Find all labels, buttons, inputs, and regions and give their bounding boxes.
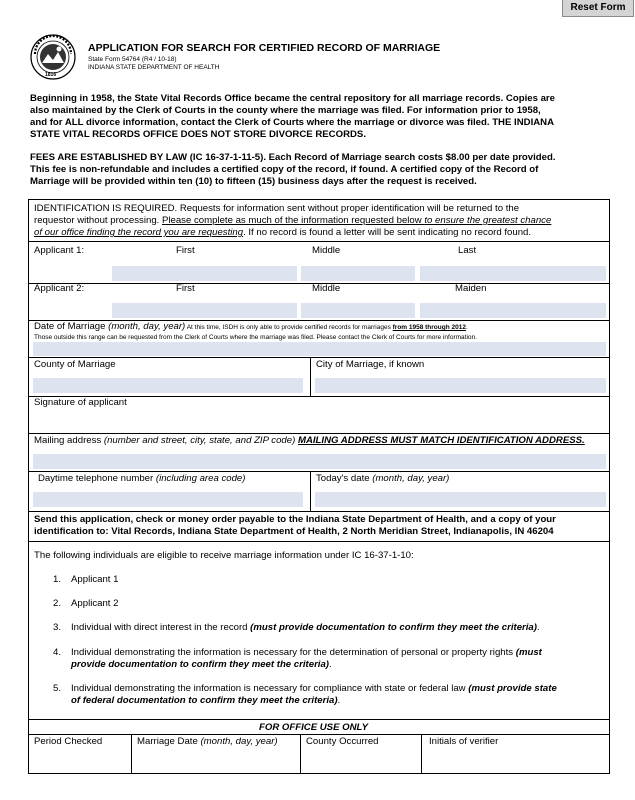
marriage-date-input[interactable] bbox=[33, 342, 606, 356]
mailing-label: Mailing address bbox=[34, 435, 102, 446]
eligibility-item bbox=[71, 622, 540, 634]
applicant2-middle-label: Middle bbox=[312, 283, 341, 294]
signature-label: Signature of applicant bbox=[34, 397, 127, 408]
office-use-title: FOR OFFICE USE ONLY bbox=[259, 722, 369, 733]
id-notice-emphasis: to ensure the greatest chance bbox=[424, 215, 552, 226]
marriage-date-note: At this time, ISDH is only able to provide certified records for marriages bbox=[185, 324, 393, 331]
eligibility-tail: . bbox=[329, 659, 332, 670]
applicant1-middle-label: Middle bbox=[312, 245, 341, 256]
city-label: City of Marriage, if known bbox=[316, 359, 425, 370]
office-marriage-date-label: Marriage Date bbox=[137, 736, 198, 747]
intro-paragraph bbox=[30, 93, 605, 141]
eligibility-item bbox=[71, 647, 542, 659]
eligibility-emphasis: provide documentation to confirm they meet the criteria) bbox=[71, 659, 330, 670]
eligibility-intro: The following individuals are eligible to receive marriage information under IC 16-37-1-10: bbox=[34, 550, 414, 561]
applicant1-first-label: First bbox=[176, 245, 195, 256]
county-occurred-label: County Occurred bbox=[306, 736, 379, 747]
mailing-hint: (number and street, city, state, and ZIP code) bbox=[101, 435, 298, 446]
applicant2-middle-input[interactable] bbox=[301, 303, 415, 318]
eligibility-emphasis: (must provide state bbox=[468, 683, 557, 694]
eligibility-emphasis: (must bbox=[515, 647, 542, 658]
fees-line: FEES ARE ESTABLISHED BY LAW (IC 16-37-1-11-5). Each Record of Marriage search costs $8.00 per date provided. bbox=[30, 152, 556, 163]
id-notice-text: . If no record is found a letter will be sent indicating no record found. bbox=[243, 227, 532, 238]
eligibility-item-cont bbox=[71, 695, 340, 707]
eligibility-item bbox=[71, 683, 557, 695]
seal-year: 1816 bbox=[45, 72, 57, 78]
marriage-date-note2: Those outside this range can be requested from the Clerk of Courts where the marriage was filed. Please contact the Clerk of Courts for more information. bbox=[34, 334, 477, 341]
eligibility-emphasis: (must provide documentation to confirm they meet the criteria) bbox=[250, 622, 537, 633]
today-label: Today's date bbox=[316, 473, 370, 484]
eligibility-tail: . bbox=[337, 695, 341, 706]
phone-hint: (including area code) bbox=[153, 473, 246, 484]
id-notice-line1: IDENTIFICATION IS REQUIRED. Requests for information sent without proper identification will be returned to the bbox=[34, 203, 520, 214]
eligibility-text: Individual with direct interest in the record bbox=[71, 622, 251, 633]
intro-line: Beginning in 1958, the State Vital Records Office became the central repository for all marriage records. Copies are bbox=[30, 93, 555, 104]
eligibility-text: Individual demonstrating the information is necessary for compliance with state or federal law bbox=[71, 683, 469, 694]
intro-line: also maintained by the Clerk of Courts in the county where the marriage was filed. For information prior to 1958, bbox=[30, 105, 541, 116]
mailing-row bbox=[34, 435, 585, 447]
mailing-warning: MAILING ADDRESS MUST MATCH IDENTIFICATION ADDRESS. bbox=[297, 435, 585, 446]
form-number: State Form 54764 (R4 / 10-18) bbox=[88, 56, 177, 63]
fees-line: Marriage will be provided within ten (10) to fifteen (15) business days after the request is received. bbox=[30, 176, 477, 187]
id-notice-line3 bbox=[34, 227, 531, 239]
office-marriage-date-hint: (month, day, year) bbox=[197, 736, 278, 747]
applicant2-label: Applicant 2: bbox=[34, 283, 85, 294]
fees-line: This fee is non-refundable and includes a certified copy of the record, if found. A certified copy of the Record of bbox=[30, 164, 539, 175]
id-notice-text: requestor without processing. bbox=[34, 215, 162, 226]
send-line: identification to: Vital Records, Indiana State Department of Health, 2 North Meridian Street, Indianapolis, IN 46204 bbox=[34, 526, 554, 537]
applicant1-last-input[interactable] bbox=[420, 266, 606, 281]
applicant1-label: Applicant 1: bbox=[34, 245, 85, 256]
applicant2-maiden-input[interactable] bbox=[420, 303, 606, 318]
marriage-date-note-end: . bbox=[465, 324, 468, 331]
office-marriage-date-row bbox=[137, 736, 278, 748]
eligibility-number: 3. bbox=[53, 622, 62, 633]
eligibility-number: 1. bbox=[53, 574, 62, 585]
eligibility-number: 4. bbox=[53, 647, 62, 658]
phone-label: Daytime telephone number bbox=[38, 473, 154, 484]
period-checked-label: Period Checked bbox=[34, 736, 103, 747]
marriage-date-range: from 1958 through 2012 bbox=[392, 324, 466, 331]
signature-field[interactable] bbox=[33, 410, 606, 432]
id-notice-line2 bbox=[34, 215, 551, 227]
applicant1-middle-input[interactable] bbox=[301, 266, 415, 281]
intro-line: STATE VITAL RECORDS OFFICE DOES NOT STORE DIVORCE RECORDS. bbox=[30, 129, 366, 140]
applicant1-last-label: Last bbox=[458, 245, 477, 256]
eligibility-tail: . bbox=[536, 622, 540, 633]
eligibility-emphasis: of federal documentation to confirm they meet the criteria) bbox=[71, 695, 338, 706]
form-title: APPLICATION FOR SEARCH FOR CERTIFIED RECORD OF MARRIAGE bbox=[88, 42, 441, 54]
initials-label: Initials of verifier bbox=[429, 736, 499, 747]
eligibility-item: Applicant 1 bbox=[71, 574, 119, 585]
applicant2-first-label: First bbox=[176, 283, 195, 294]
phone-input[interactable] bbox=[33, 492, 303, 507]
state-seal-icon bbox=[30, 34, 76, 80]
intro-line: and for ALL divorce information, contact the Clerk of Courts where the marriage or divorce was filed. THE INDIANA bbox=[30, 117, 555, 128]
eligibility-item: Applicant 2 bbox=[71, 598, 119, 609]
applicant2-first-input[interactable] bbox=[112, 303, 297, 318]
today-date-input[interactable] bbox=[315, 492, 606, 507]
applicant2-maiden-label: Maiden bbox=[455, 283, 487, 294]
eligibility-number: 2. bbox=[53, 598, 62, 609]
applicant1-first-input[interactable] bbox=[112, 266, 297, 281]
department-name: INDIANA STATE DEPARTMENT OF HEALTH bbox=[88, 64, 220, 71]
id-notice-underline: Please complete as much of the information requested below bbox=[161, 215, 425, 226]
id-notice-emphasis: of our office finding the record you are requesting bbox=[34, 227, 244, 238]
phone-row bbox=[38, 473, 245, 485]
eligibility-item-cont bbox=[71, 659, 332, 671]
today-row bbox=[316, 473, 449, 485]
reset-form-button[interactable]: Reset Form bbox=[562, 0, 634, 17]
send-line: Send this application, check or money order payable to the Indiana State Department of Health, and a copy of your bbox=[34, 514, 556, 525]
marriage-date-hint: (month, day, year) bbox=[105, 321, 186, 332]
county-label: County of Marriage bbox=[34, 359, 116, 370]
eligibility-text: Individual demonstrating the information is necessary for the determination of personal or property rights bbox=[71, 647, 516, 658]
fees-paragraph bbox=[30, 152, 605, 188]
today-hint: (month, day, year) bbox=[369, 473, 450, 484]
county-input[interactable] bbox=[33, 378, 303, 393]
mailing-address-input[interactable] bbox=[33, 454, 606, 469]
eligibility-number: 5. bbox=[53, 683, 62, 694]
city-input[interactable] bbox=[315, 378, 606, 393]
marriage-date-label: Date of Marriage bbox=[34, 321, 106, 332]
